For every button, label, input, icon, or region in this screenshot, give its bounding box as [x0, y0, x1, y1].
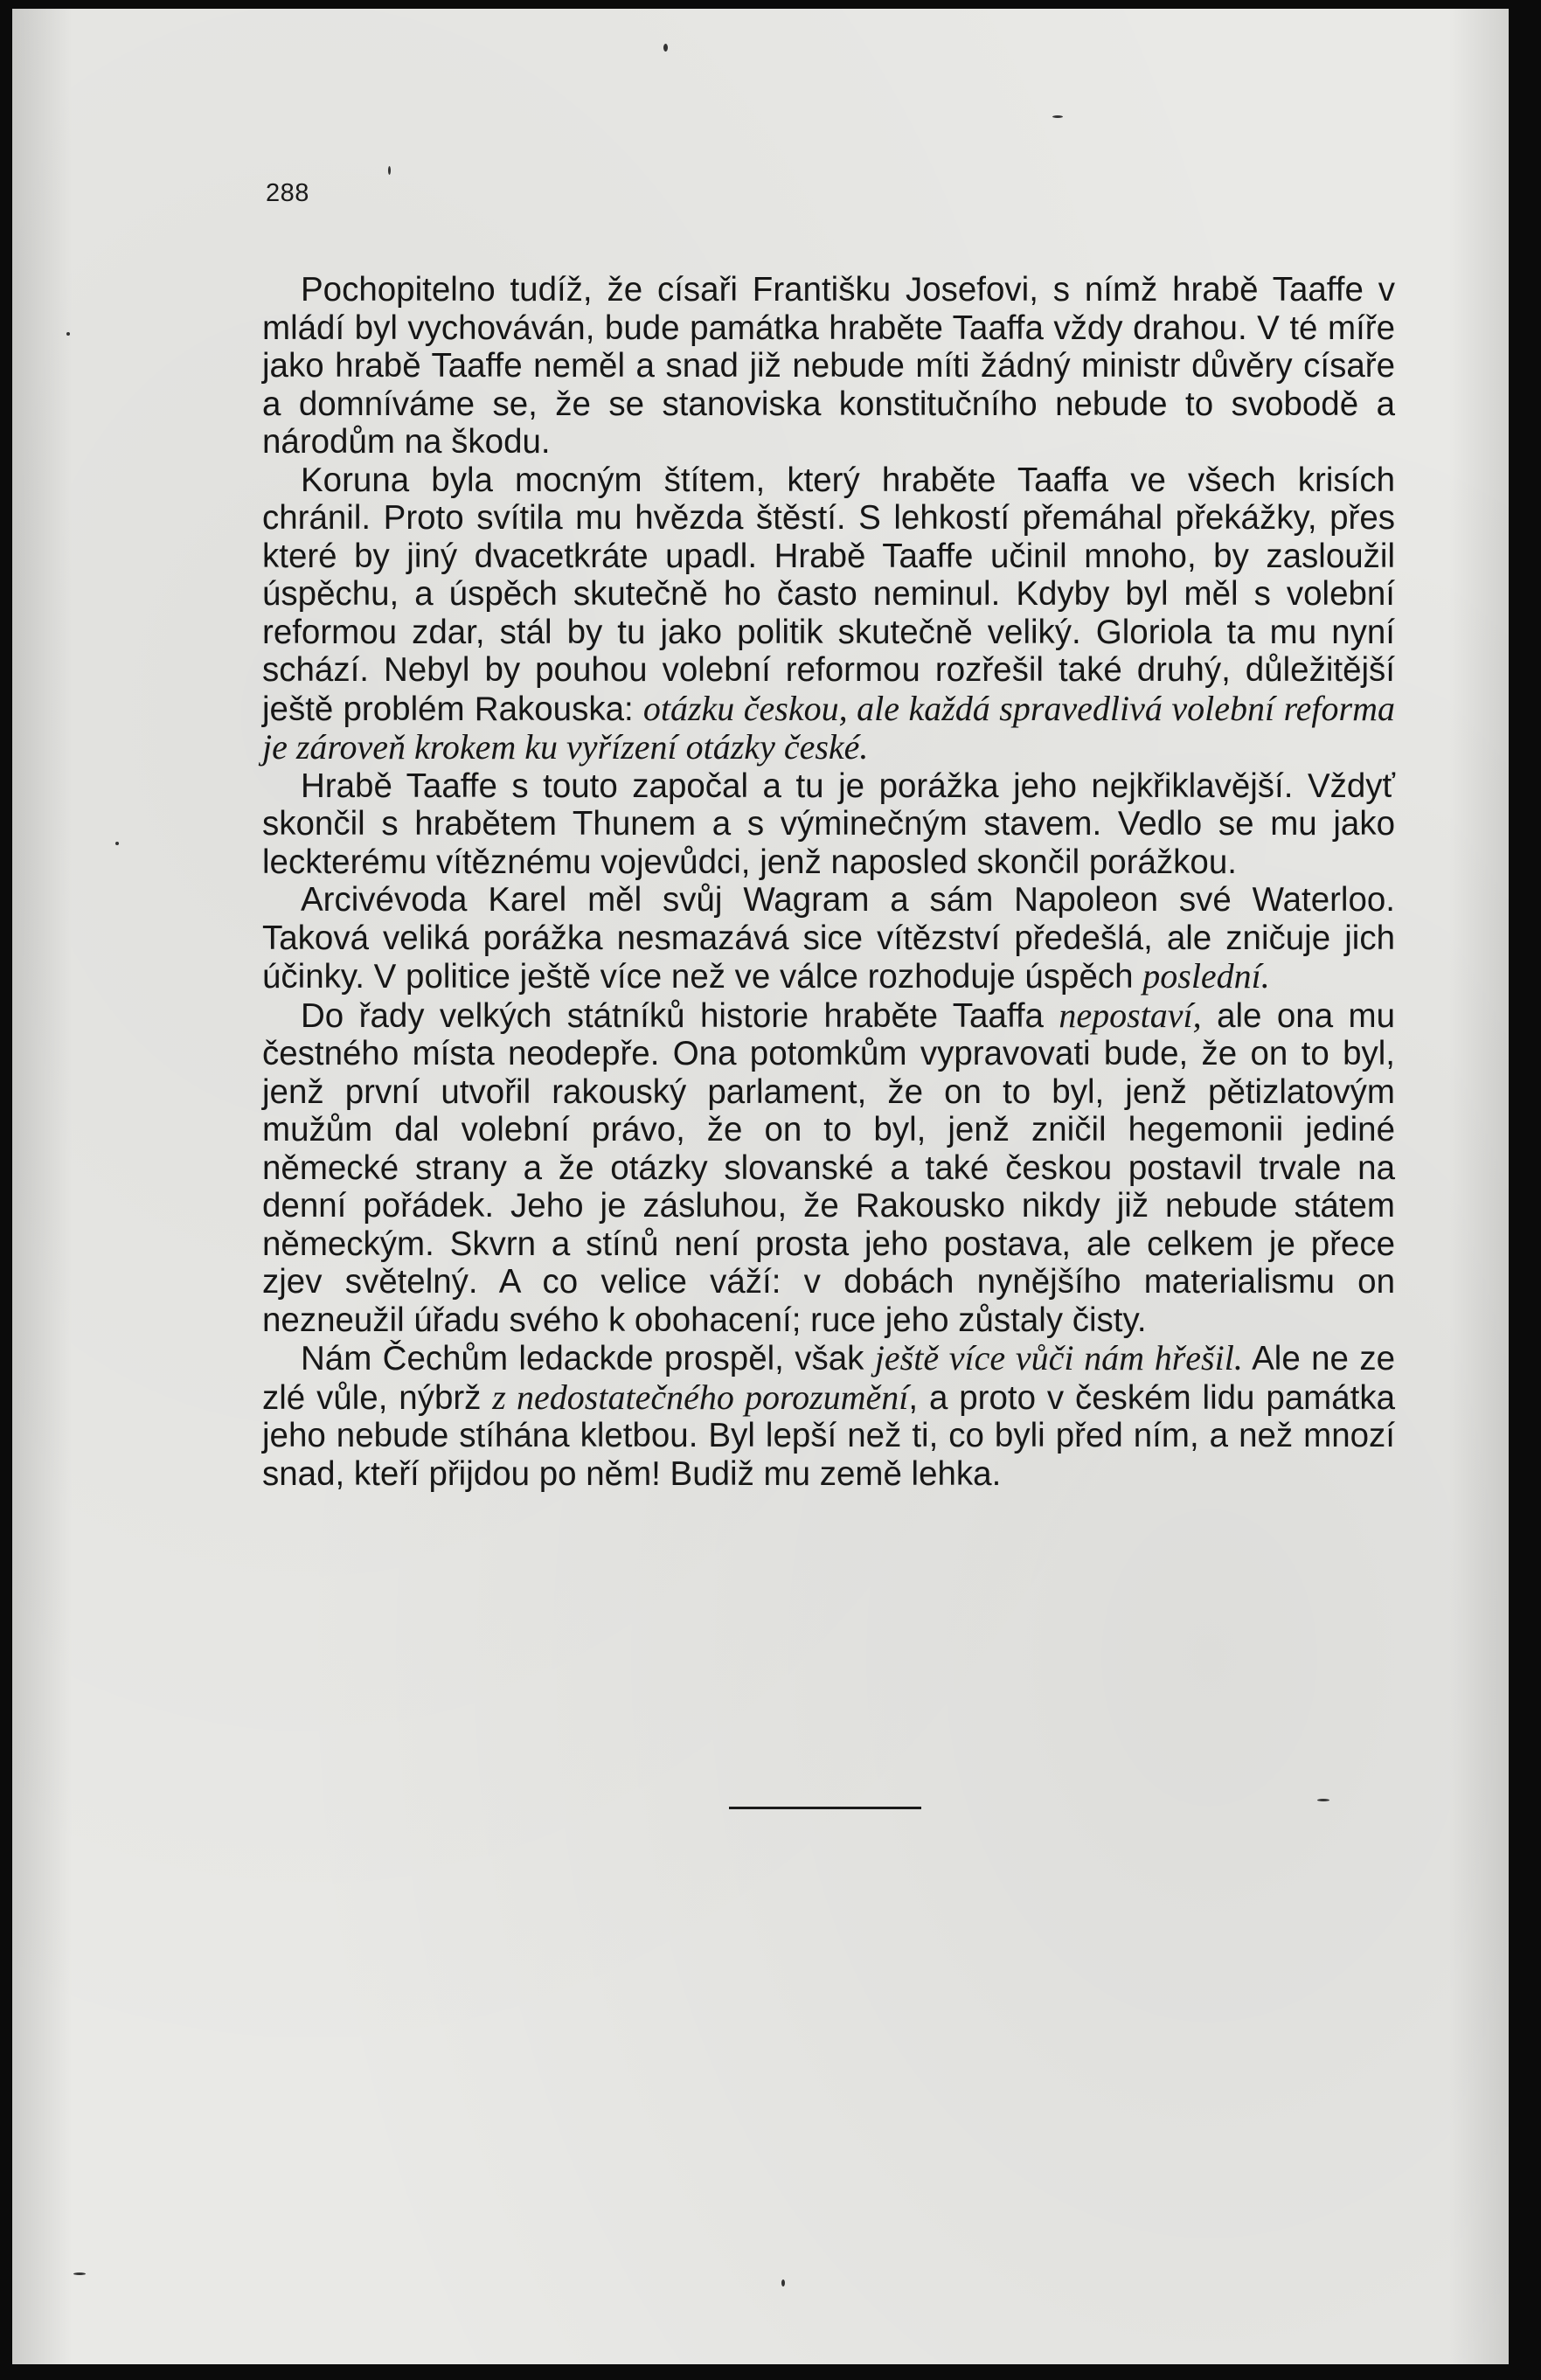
- text-run: Pochopitelno tudíž, že císaři Františku Josefovi, s nímž hrabě Taaffe v mládí byl vychováván, bude památka hraběte Taaffa vždy drahou. V té míře jako hrabě Taaffe neměl a snad již nebude míti žádný ministr důvěry císaře a domníváme se, že se stanoviska konstitučního nebude to svobodě a národům na škodu.: [262, 271, 1395, 461]
- italic-text-run: z nedostatečného porozumění: [492, 1377, 909, 1417]
- page-number: 288: [266, 179, 309, 207]
- paper-speck: [781, 2279, 785, 2286]
- text-run: Do řady velkých státníků historie hraběte Taaffa: [301, 996, 1059, 1035]
- paragraph: [262, 1339, 1395, 1493]
- body-text: [262, 271, 1395, 1493]
- paper-speck: [388, 166, 391, 175]
- text-run: Hrabě Taaffe s touto započal a tu je porážka jeho nejkřiklavější. Vždyť skončil s hrabětem Thunem a s výminečným stavem. Vedlo se mu jako leckterému vítěznému vojevůdci, jenž naposled skončil porážkou.: [262, 767, 1395, 881]
- italic-text-run: poslední.: [1142, 956, 1270, 996]
- italic-text-run: ještě více vůči nám hřešil.: [874, 1338, 1243, 1377]
- paper-speck: [73, 2272, 86, 2275]
- paper-speck: [66, 332, 70, 336]
- paper-speck: [663, 44, 668, 52]
- paper-speck: [1317, 1799, 1329, 1801]
- section-end-rule: [729, 1807, 921, 1809]
- text-run: Arcivévoda Karel měl svůj Wagram a sám Napoleon své Waterloo. Taková veliká porážka nesmazává sice vítězství předešlá, ale zničuje jich účinky. V politice ještě více než ve válce rozhoduje úspěch: [262, 881, 1395, 996]
- paragraph: [262, 996, 1395, 1340]
- text-run: Ale ne ze zlé vůle, nýbrž: [262, 1340, 1395, 1417]
- paragraph: [262, 767, 1395, 882]
- text-run: Nám Čechům ledackde prospěl, však: [301, 1340, 875, 1377]
- text-run: ale ona mu čestného místa neodepře. Ona potomkům vypravovati bude, že on to byl, jenž první utvořil rakouský parlament, že on to byl, jenž pětizlatovým mužům dal volební právo, že on to byl, jenž zničil hegemonii jediné německé strany a že otázky slovanské a také českou postavil trvale na denní pořádek. Jeho je zásluhou, že Rakousko nikdy již nebude státem německým. Skvrn a stínů není prosta jeho postava, ale celkem je přece zjev světelný. A co velice váží: v dobách nynějšího materialismu on nezneužil úřadu svého k obohacení; ruce jeho zůstaly čisty.: [262, 996, 1395, 1339]
- italic-text-run: otázku českou, ale každá spravedlivá volební reforma je zároveň krokem ku vyřízení otázky české.: [262, 688, 1395, 767]
- paper-speck: [1052, 115, 1063, 118]
- paper-speck: [115, 842, 119, 845]
- book-page: [12, 9, 1509, 2364]
- scan-border: [1509, 0, 1541, 2380]
- text-run: , a proto v českém lidu památka jeho nebude stíhána kletbou. Byl lepší než ti, co byli před ním, a než mnozí snad, kteří přijdou po něm! Budiž mu země lehka.: [262, 1378, 1395, 1493]
- paragraph: [262, 461, 1395, 767]
- italic-text-run: nepostaví,: [1059, 995, 1202, 1035]
- text-run: Koruna byla mocným štítem, který hraběte Taaffa ve všech krisích chránil. Proto svítila mu hvězda štěstí. S lehkostí přemáhal překážky, přes které by jiný dvacetkráte upadl. Hrabě Taaffe učinil mnoho, by zasloužil úspěchu, a úspěch skutečně ho často neminul. Kdyby byl měl s volební reformou zdar, stál by tu jako politik skutečně veliký. Gloriola ta mu nyní schází. Nebyl by pouhou volební reformou rozřešil také druhý, důležitější ještě problém Rakouska:: [262, 461, 1395, 728]
- paragraph: [262, 271, 1395, 461]
- paragraph: [262, 881, 1395, 996]
